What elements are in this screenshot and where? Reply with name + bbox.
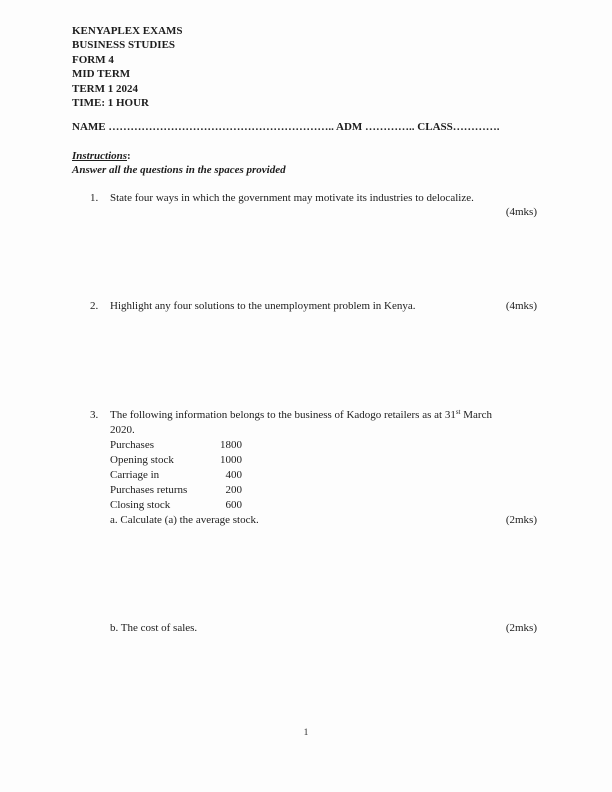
table-row bbox=[110, 483, 537, 498]
table-row bbox=[110, 453, 537, 468]
question-1-text: State four ways in which the government may motivate its industries to delocalize. bbox=[110, 191, 474, 204]
instructions-title: Instructions bbox=[72, 149, 128, 162]
page-number: 1 bbox=[303, 728, 309, 738]
name-label: NAME bbox=[72, 121, 106, 134]
name-blank-field: …………………………………………………….. bbox=[108, 121, 334, 134]
table-row-label: Purchases returns bbox=[110, 483, 188, 496]
header-exam-session: MID TERM bbox=[72, 68, 131, 81]
table-row-label: Closing stock bbox=[110, 498, 171, 511]
table-row-value: 600 bbox=[225, 498, 242, 511]
table-row-value: 400 bbox=[225, 468, 242, 481]
instructions-text: Answer all the questions in the spaces provided bbox=[72, 164, 286, 177]
table-row bbox=[110, 498, 537, 513]
instructions-heading bbox=[72, 149, 537, 163]
table-row bbox=[110, 468, 537, 483]
question-2 bbox=[72, 299, 537, 313]
question-3-intro-post: March bbox=[460, 408, 492, 421]
question-2-text: Highlight any four solutions to the unemployment problem in Kenya. bbox=[110, 300, 416, 313]
question-3a-line bbox=[110, 513, 537, 528]
page-content bbox=[72, 24, 537, 636]
instructions-block bbox=[72, 149, 537, 178]
table-row-value: 200 bbox=[225, 483, 242, 496]
question-1-row bbox=[72, 191, 537, 205]
question-3-row bbox=[72, 408, 537, 528]
question-1-marks-line bbox=[72, 205, 537, 219]
question-3 bbox=[72, 408, 537, 636]
question-3b-text: b. The cost of sales. bbox=[110, 621, 198, 634]
class-blank-field: …………. bbox=[452, 121, 500, 134]
adm-blank-field: ………….. bbox=[365, 121, 415, 134]
question-1-marks: (4mks) bbox=[505, 206, 537, 219]
table-row-label: Purchases bbox=[110, 438, 154, 451]
question-3-body bbox=[110, 408, 537, 528]
table-row-label: Opening stock bbox=[110, 453, 174, 466]
question-2-number: 2. bbox=[90, 300, 99, 313]
question-3-intro-line2: 2020. bbox=[110, 423, 135, 436]
question-3a-marks: (2mks) bbox=[505, 513, 537, 526]
header-form: FORM 4 bbox=[72, 53, 114, 66]
question-2-row bbox=[72, 299, 537, 313]
question-3a-text: a. Calculate (a) the average stock. bbox=[110, 513, 259, 526]
header-term: TERM 1 2024 bbox=[72, 82, 138, 95]
adm-label: ADM bbox=[336, 121, 363, 134]
student-info-line bbox=[72, 120, 537, 134]
question-3-number: 3. bbox=[90, 408, 99, 421]
header-subject: BUSINESS STUDIES bbox=[72, 39, 176, 52]
exam-header bbox=[72, 24, 537, 110]
question-3-intro-line1 bbox=[110, 408, 537, 423]
table-row-value: 1000 bbox=[220, 453, 242, 466]
question-3b-line bbox=[110, 621, 537, 636]
question-3b-marks: (2mks) bbox=[505, 621, 537, 634]
class-label: CLASS bbox=[417, 121, 453, 134]
header-school: KENYAPLEX EXAMS bbox=[72, 25, 183, 37]
question-3-intro-pre: The following information belongs to the business of Kadogo retailers as at 31 bbox=[110, 408, 456, 421]
question-3-ordinal-sup: st bbox=[455, 407, 461, 416]
question-1 bbox=[72, 191, 537, 220]
table-row bbox=[110, 438, 537, 453]
header-time: TIME: 1 HOUR bbox=[72, 97, 149, 110]
instructions-colon: : bbox=[127, 149, 131, 162]
question-2-marks: (4mks) bbox=[505, 300, 537, 313]
table-row-label: Carriage in bbox=[110, 468, 160, 481]
question-1-number: 1. bbox=[90, 191, 99, 204]
table-row-value: 1800 bbox=[220, 438, 242, 451]
